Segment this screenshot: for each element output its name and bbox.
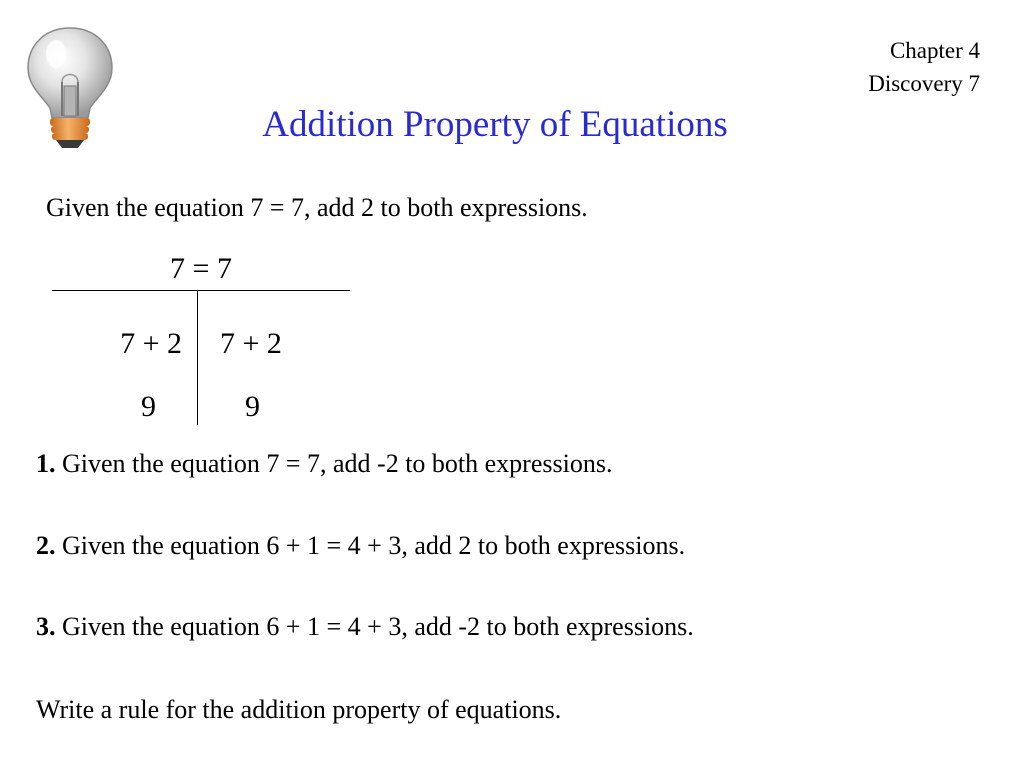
question-number: 1.	[36, 449, 56, 478]
intro-text: Given the equation 7 = 7, add 2 to both expressions.	[46, 193, 588, 222]
question-text: Given the equation 6 + 1 = 4 + 3, add -2 to both expressions.	[55, 612, 694, 641]
page-title: Addition Property of Equations	[262, 104, 728, 145]
question-1	[36, 447, 612, 481]
question-number: 2.	[36, 531, 56, 560]
left-result: 9	[141, 390, 156, 423]
closing-prompt: Write a rule for the addition property of equations.	[36, 695, 562, 724]
question-text: Given the equation 6 + 1 = 4 + 3, add 2 to both expressions.	[55, 531, 686, 560]
table-equation: 7 = 7	[170, 252, 232, 285]
chapter-number: Chapter 4	[889, 38, 980, 63]
chapter-label	[868, 34, 980, 100]
right-result: 9	[245, 390, 260, 423]
right-expression: 7 + 2	[220, 327, 282, 360]
left-expression: 7 + 2	[120, 327, 182, 360]
question-text: Given the equation 7 = 7, add -2 to both expressions.	[55, 449, 613, 478]
table-horizontal-divider	[52, 290, 350, 291]
question-2	[36, 529, 685, 563]
question-number: 3.	[36, 612, 56, 641]
question-3	[36, 610, 694, 644]
table-vertical-divider	[197, 291, 198, 425]
discovery-number: Discovery 7	[868, 71, 980, 96]
